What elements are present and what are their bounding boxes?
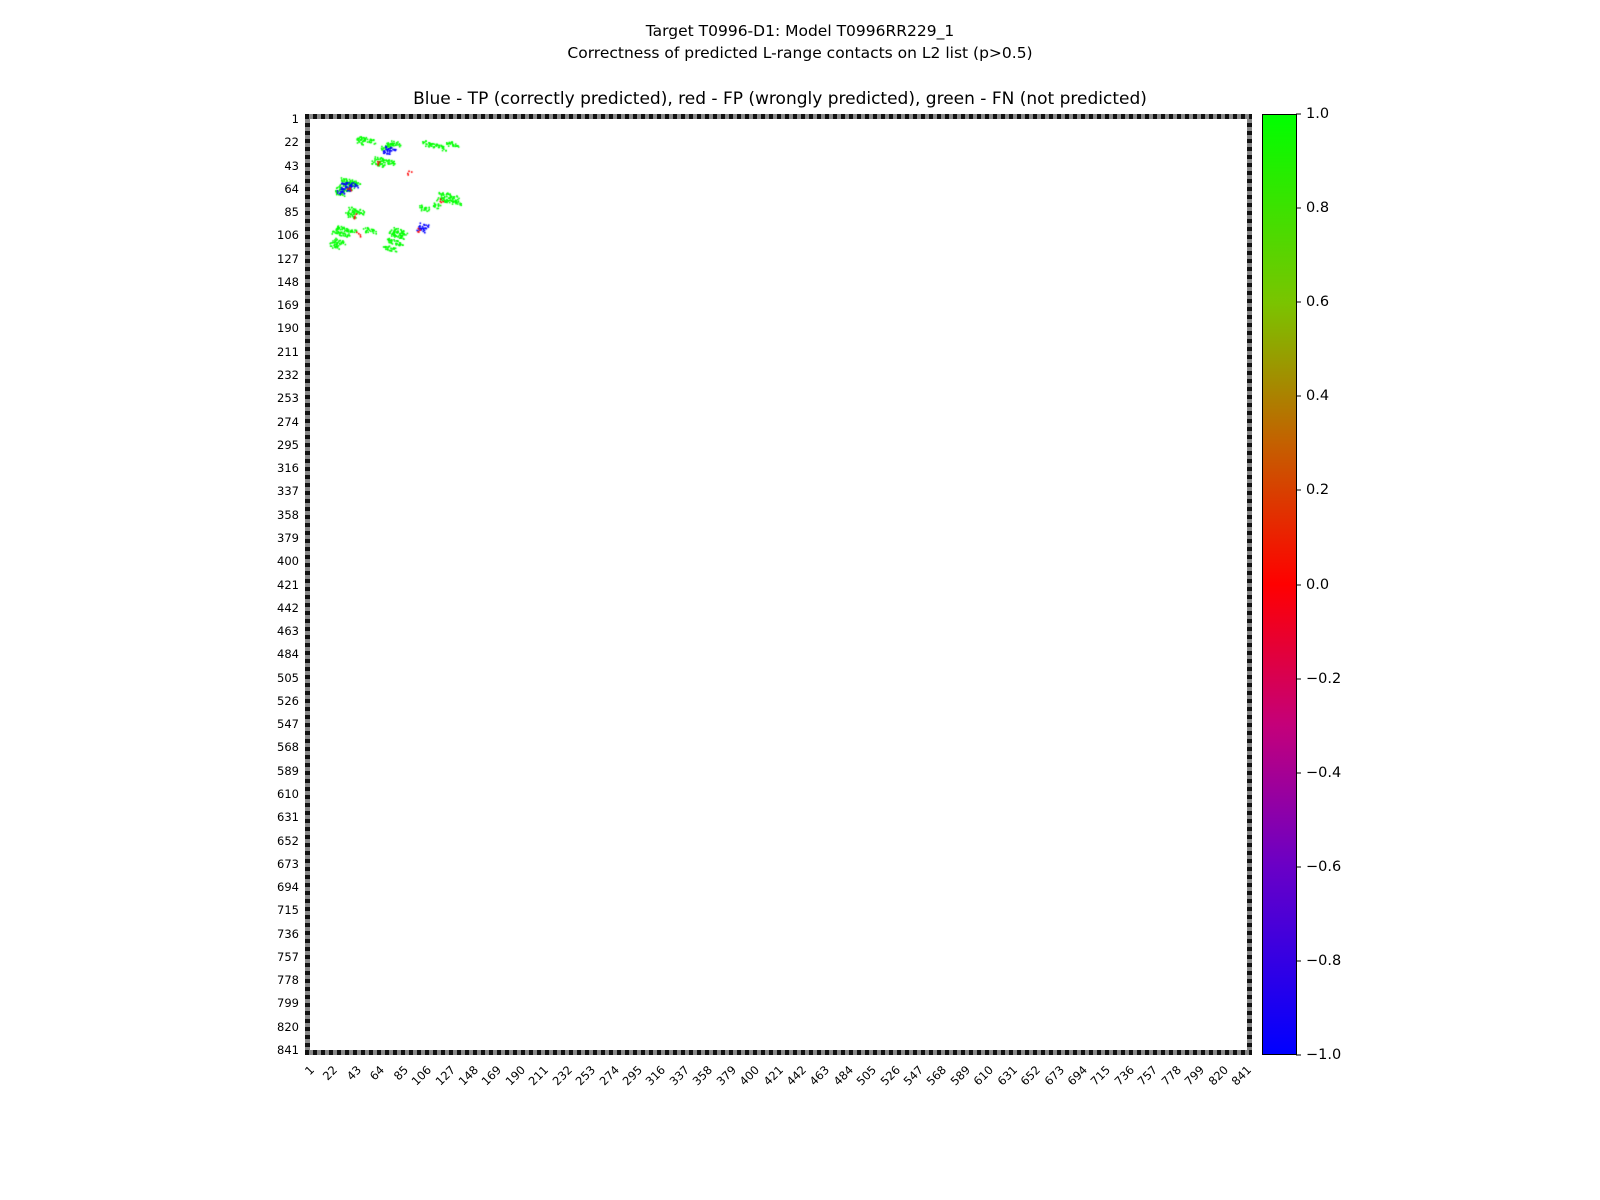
y-tick-label: 22 [284,135,299,150]
x-tick-label: 526 [877,1062,903,1089]
x-tick-label: 631 [994,1062,1020,1089]
y-tick-label: 547 [277,717,299,732]
colorbar-tick-label: 1.0 [1306,106,1330,122]
x-tick-label: 673 [1041,1062,1067,1089]
x-tick-label: 400 [736,1062,763,1089]
x-tick-label: 799 [1181,1062,1208,1089]
y-tick-label: 190 [277,321,299,336]
x-tick-label: 442 [783,1062,809,1089]
x-tick-label: 568 [924,1062,950,1089]
y-tick-label: 295 [277,437,299,452]
x-tick-label: 85 [390,1062,411,1084]
y-tick-label: 736 [277,926,299,941]
y-tick-label: 232 [277,368,299,383]
y-tick-label: 715 [277,903,299,918]
x-tick-label: 316 [643,1062,669,1089]
x-tick-label: 484 [830,1062,856,1089]
colorbar-tick-label: 0.4 [1306,388,1330,405]
contact-map-plot-area [305,114,1252,1055]
colorbar-tick-mark [1296,772,1301,773]
colorbar-tick-mark [1296,678,1301,679]
x-tick-label: 610 [970,1062,997,1089]
y-tick-label: 127 [277,251,299,266]
x-tick-label: 274 [596,1062,622,1089]
x-tick-label: 652 [1017,1062,1044,1089]
x-tick-label: 295 [619,1062,646,1089]
y-tick-label: 484 [277,647,299,662]
y-tick-label: 820 [277,1019,299,1034]
y-tick-label: 841 [277,1043,299,1057]
x-tick-label: 421 [760,1062,786,1089]
x-tick-label: 694 [1064,1062,1091,1089]
y-tick-label: 610 [277,786,299,801]
x-tick-label: 820 [1205,1062,1231,1089]
y-tick-label: 757 [277,949,299,964]
x-tick-label: 211 [525,1062,552,1089]
y-axis-tick-labels [255,114,299,1055]
colorbar-tick-label: 0.0 [1306,576,1330,593]
colorbar-tick-label: 0.6 [1306,294,1330,311]
y-tick-label: 568 [277,740,299,755]
x-tick-label: 22 [320,1062,341,1084]
y-tick-label: 673 [277,856,299,871]
x-tick-label: 64 [367,1062,388,1084]
x-tick-label: 106 [408,1062,435,1089]
y-tick-label: 505 [277,670,299,685]
x-tick-label: 463 [806,1062,833,1089]
colorbar-tick-label: 0.8 [1306,200,1330,217]
y-tick-label: 1 [291,112,299,126]
chart-title-block [0,20,1600,64]
colorbar-tick-label: −0.4 [1306,764,1342,781]
colorbar-tick-mark [1296,584,1301,585]
colorbar-tick-label: −0.2 [1306,670,1342,687]
chart-legend-caption: Blue - TP (correctly predicted), red - FP (wrongly predicted), green - FN (not predicted) [413,89,1147,109]
x-tick-label: 43 [343,1062,364,1084]
x-tick-label: 253 [572,1062,599,1089]
y-tick-label: 442 [277,600,299,615]
y-tick-label: 253 [277,391,299,406]
y-tick-label: 400 [277,554,299,569]
y-tick-label: 589 [277,763,299,778]
colorbar-tick-mark [1296,114,1301,115]
colorbar-tick-label: −0.8 [1306,952,1342,969]
y-tick-label: 106 [277,228,299,243]
y-tick-label: 274 [277,414,299,429]
x-tick-label: 547 [900,1062,927,1089]
x-tick-label: 589 [947,1062,973,1089]
y-tick-label: 778 [277,973,299,988]
y-tick-label: 652 [277,833,299,848]
x-tick-label: 358 [689,1062,716,1089]
y-tick-label: 43 [284,158,299,173]
y-tick-label: 631 [277,810,299,825]
x-tick-label: 841 [1228,1062,1255,1089]
x-axis-tick-labels [301,1060,1255,1120]
y-tick-label: 379 [277,530,299,545]
chart-title-line-2: Correctness of predicted L-range contacts on L2 list (p>0.5) [567,44,1033,62]
x-tick-label: 232 [549,1062,575,1089]
x-tick-label: 715 [1088,1062,1114,1089]
colorbar-tick-mark [1296,302,1301,303]
y-tick-label: 337 [277,484,299,499]
colorbar-tick-mark [1296,208,1301,209]
colorbar [1262,114,1297,1055]
colorbar-tick-label: −0.6 [1306,858,1342,875]
colorbar-tick-mark [1296,866,1301,867]
x-tick-label: 127 [432,1062,458,1089]
y-tick-label: 463 [277,624,299,639]
x-tick-label: 778 [1158,1062,1184,1089]
y-tick-label: 148 [277,274,299,289]
chart-title-line-1: Target T0996-D1: Model T0996RR229_1 [645,22,955,40]
x-tick-label: 757 [1134,1062,1161,1089]
y-tick-label: 694 [277,880,299,895]
x-tick-label: 379 [713,1062,739,1089]
y-tick-label: 526 [277,693,299,708]
colorbar-tick-mark [1296,1055,1301,1056]
x-tick-label: 169 [479,1062,505,1089]
y-tick-label: 85 [284,205,299,220]
colorbar-tick-labels [1300,106,1360,1063]
colorbar-tick-mark [1296,396,1301,397]
y-tick-label: 211 [277,344,299,359]
y-tick-label: 316 [277,461,299,476]
colorbar-tick-label: −1.0 [1306,1047,1342,1063]
contact-map-canvas [310,119,1247,1050]
y-tick-label: 64 [284,181,299,196]
x-tick-label: 190 [502,1062,528,1089]
colorbar-tick-mark [1296,960,1301,961]
y-tick-label: 421 [277,577,299,592]
x-tick-label: 148 [455,1062,482,1089]
y-tick-label: 799 [277,996,299,1011]
y-tick-label: 358 [277,507,299,522]
y-tick-label: 169 [277,298,299,313]
colorbar-tick-label: 0.2 [1306,482,1330,499]
x-tick-label: 736 [1111,1062,1137,1089]
colorbar-tick-mark [1296,490,1301,491]
x-tick-label: 1 [301,1062,318,1078]
x-tick-label: 505 [853,1062,880,1089]
x-tick-label: 337 [666,1062,692,1089]
